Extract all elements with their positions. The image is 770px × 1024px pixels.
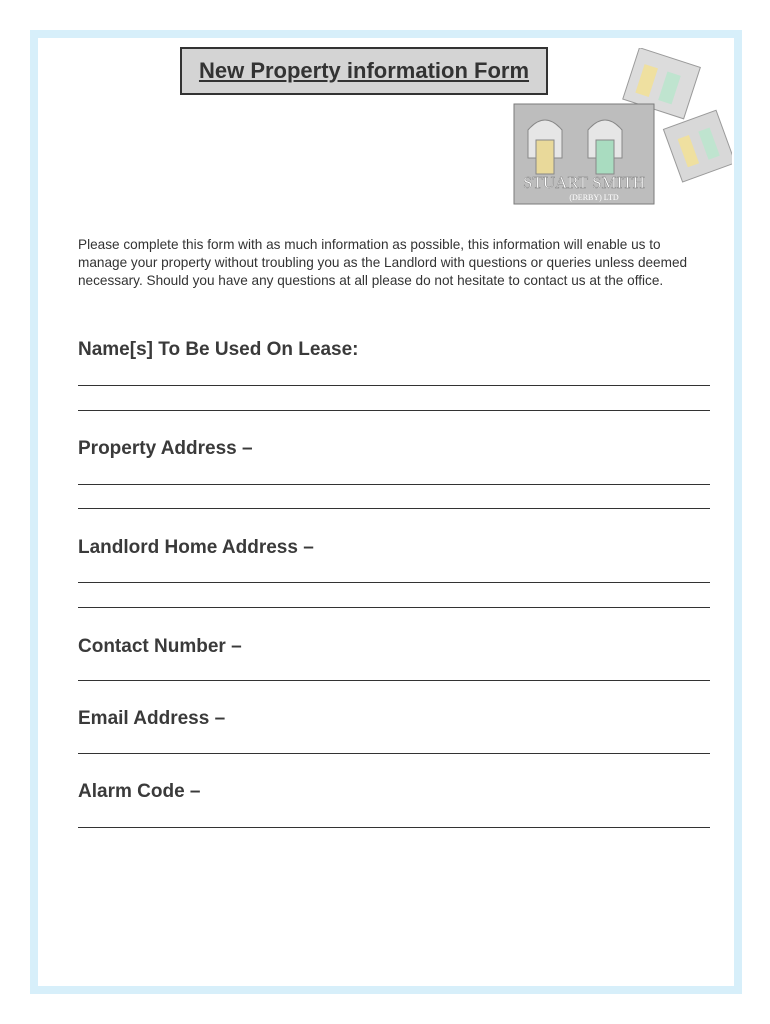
names-label: Name[s] To Be Used On Lease: [78,339,359,360]
logo-brand: STUART SMITH [523,173,645,192]
names-line-2[interactable] [78,410,710,411]
form-title: New Property information Form [198,58,530,83]
logo-sub: (DERBY) LTD [569,193,619,202]
alarm-code-label: Alarm Code – [78,781,201,802]
property-address-line-2[interactable] [78,508,710,509]
property-address-line-1[interactable] [78,484,710,485]
landlord-address-line-1[interactable] [78,582,710,583]
company-logo [510,48,732,208]
contact-number-label: Contact Number – [78,636,242,657]
alarm-code-line[interactable] [78,827,710,828]
landlord-address-label: Landlord Home Address – [78,537,314,558]
intro-text: Please complete this form with as much information as possible, this information will enable us to manage your property without troubling you as the Landlord with questions or queries unless deemed necessary. Should you have any questions at all please do not hesitate to contact us at the office. [78,237,688,288]
email-label: Email Address – [78,708,226,729]
contact-number-line[interactable] [78,680,710,681]
email-line[interactable] [78,753,710,754]
names-line-1[interactable] [78,385,710,386]
form-title-box [180,47,548,95]
property-address-label: Property Address – [78,438,253,459]
landlord-address-line-2[interactable] [78,607,710,608]
